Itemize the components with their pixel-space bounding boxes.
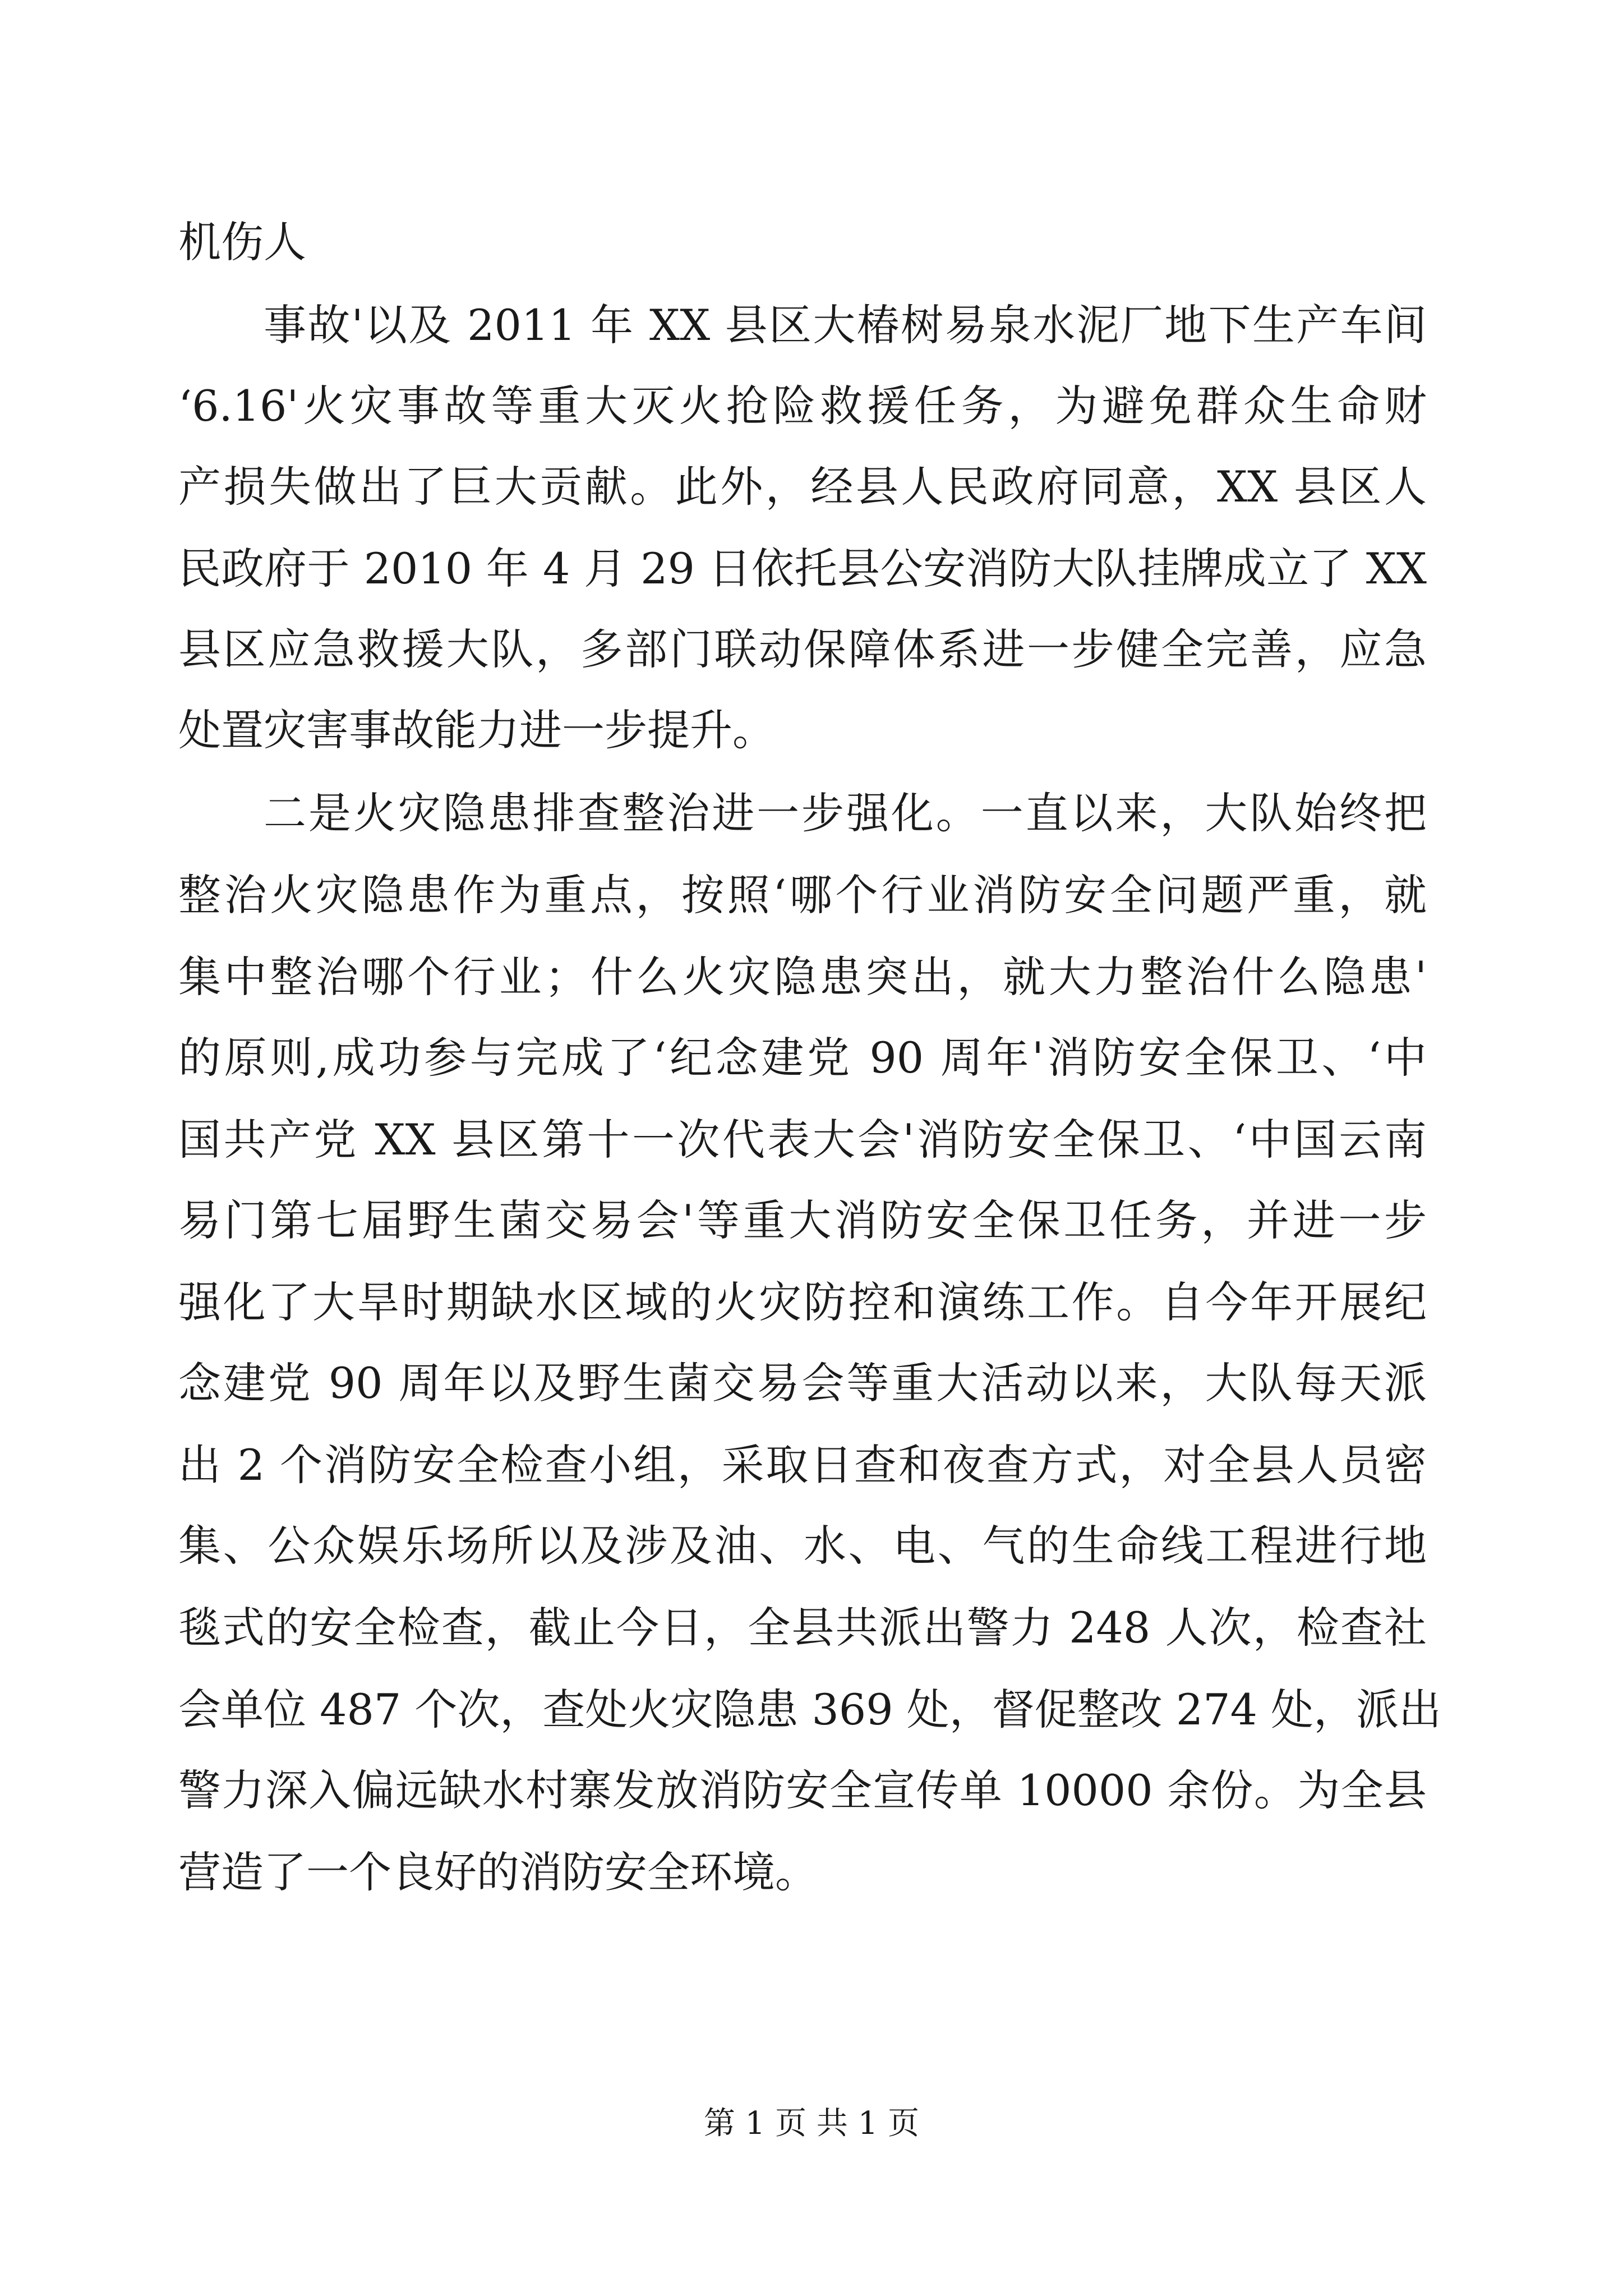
text-line: 的原则,成功参与完成了‘纪念建党 90 周年'消防安全保卫、‘中 [178,1033,1427,1083]
text-line: 机伤人 [178,217,306,267]
text-line: 产损失做出了巨大贡献。此外，经县人民政府同意，XX 县区人 [178,462,1427,512]
text-line: 警力深入偏远缺水村寨发放消防安全宣传单 10000 余份。为全县 [178,1765,1427,1815]
page-footer: 第 1 页 共 1 页 [703,2105,920,2142]
text-line: 出 2 个消防安全检查小组，采取日查和夜查方式，对全县人员密 [178,1440,1427,1490]
text-line: 二是火灾隐患排查整治进一步强化。一直以来，大队始终把 [264,788,1427,838]
text-line: 营造了一个良好的消防安全环境。 [178,1847,818,1897]
text-line: 事故'以及 2011 年 XX 县区大椿树易泉水泥厂地下生产车间 [264,300,1427,350]
text-line: 民政府于 2010 年 4 月 29 日依托县公安消防大队挂牌成立了 XX [178,544,1427,593]
text-line: 处置灾害事故能力进一步提升。 [178,705,775,755]
text-line: 毯式的安全检查，截止今日，全县共派出警力 248 人次，检查社 [178,1603,1427,1653]
text-line: 易门第七届野生菌交易会'等重大消防安全保卫任务，并进一步 [178,1195,1427,1245]
text-line: 会单位 487 个次，查处火灾隐患 369 处，督促整改 274 处，派出 [178,1685,1442,1734]
text-line: 国共产党 XX 县区第十一次代表大会'消防安全保卫、‘中国云南 [178,1115,1427,1165]
text-line: 整治火灾隐患作为重点，按照‘哪个行业消防安全问题严重，就 [178,870,1427,920]
text-line: ‘6.16'火灾事故等重大灭火抢险救援任务，为避免群众生命财 [178,381,1427,431]
text-line: 强化了大旱时期缺水区域的火灾防控和演练工作。自今年开展纪 [178,1277,1427,1327]
text-line: 集中整治哪个行业；什么火灾隐患突出，就大力整治什么隐患' [178,952,1427,1002]
text-line: 念建党 90 周年以及野生菌交易会等重大活动以来，大队每天派 [178,1358,1427,1408]
text-line: 集、公众娱乐场所以及涉及油、水、电、气的生命线工程进行地 [178,1521,1427,1571]
text-line: 县区应急救援大队，多部门联动保障体系进一步健全完善，应急 [178,624,1427,674]
